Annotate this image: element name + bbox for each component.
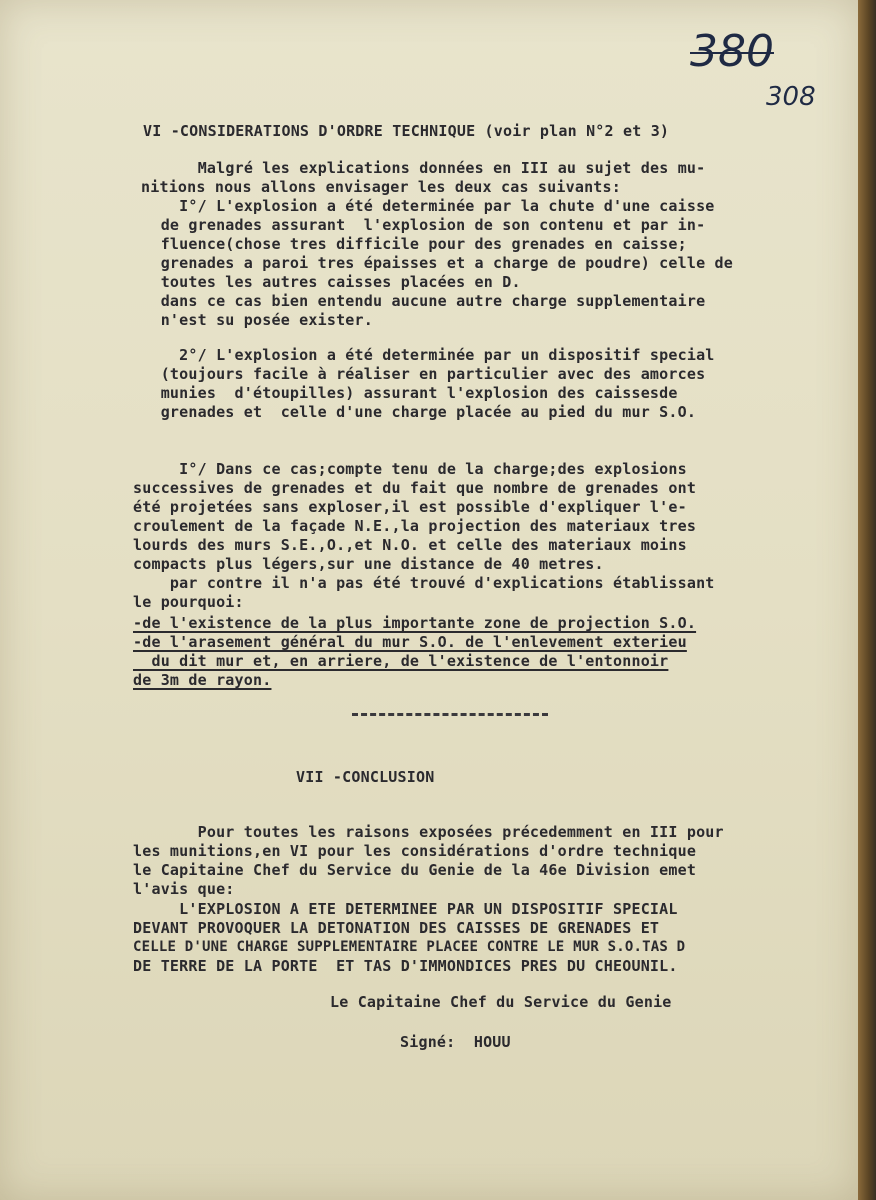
- text-line: par contre il n'a pas été trouvé d'explications établissant: [133, 574, 715, 592]
- section-7-heading: VII -CONCLUSION: [296, 768, 435, 786]
- text-line: le Capitaine Chef du Service du Genie de la 46e Division emet: [133, 861, 697, 879]
- text-line: croulement de la façade N.E.,la projection des materiaux tres: [133, 517, 697, 535]
- text-line: I°/ L'explosion a été determinée par la chute d'une caisse: [133, 197, 715, 215]
- text-line: été projetées sans exploser,il est possible d'expliquer l'e-: [133, 498, 687, 516]
- section-separator: [352, 713, 548, 716]
- text-line: de grenades assurant l'explosion de son contenu et par in-: [133, 216, 706, 234]
- text-line: Pour toutes les raisons exposées précedemment en III pour: [133, 823, 724, 841]
- text-line: les munitions,en VI pour les considérations d'ordre technique: [133, 842, 697, 860]
- text-line: Malgré les explications données en III au sujet des mu-: [170, 159, 706, 177]
- underlined-line: -de l'existence de la plus importante zone de projection S.O.: [133, 614, 697, 632]
- text-line: n'est su posée exister.: [133, 311, 373, 329]
- page-edge: [858, 0, 876, 1200]
- text-line: grenades a paroi tres épaisses et a charge de poudre) celle de: [133, 254, 733, 272]
- text-line: successives de grenades et du fait que nombre de grenades ont: [133, 479, 697, 497]
- text-line: fluence(chose tres difficile pour des grenades en caisse;: [133, 235, 687, 253]
- text-line: l'avis que:: [133, 880, 235, 898]
- text-line: I°/ Dans ce cas;compte tenu de la charge;des explosions: [133, 460, 687, 478]
- text-line: L'EXPLOSION A ETE DETERMINEE PAR UN DISPOSITIF SPECIAL: [133, 900, 678, 918]
- underlined-line: de 3m de rayon.: [133, 671, 272, 689]
- page-number: 308: [766, 82, 816, 112]
- text-line: lourds des murs S.E.,O.,et N.O. et celle des materiaux moins: [133, 536, 687, 554]
- text-line: 2°/ L'explosion a été determinée par un dispositif special: [133, 346, 715, 364]
- struck-page-number: 380: [690, 26, 774, 77]
- text-line: compacts plus légers,sur une distance de 40 metres.: [133, 555, 604, 573]
- signature: Signé: HOUU: [400, 1033, 511, 1051]
- text-line: nitions nous allons envisager les deux cas suivants:: [141, 178, 621, 196]
- text-line: toutes les autres caisses placées en D.: [133, 273, 521, 291]
- text-line: grenades et celle d'une charge placée au pied du mur S.O.: [133, 403, 697, 421]
- text-line: munies d'étoupilles) assurant l'explosion des caissesde: [133, 384, 678, 402]
- text-line: DE TERRE DE LA PORTE ET TAS D'IMMONDICES PRES DU CHEOUNIL.: [133, 957, 678, 975]
- text-line: DEVANT PROVOQUER LA DETONATION DES CAISSES DE GRENADES ET: [133, 919, 660, 937]
- text-line: (toujours facile à réaliser en particulier avec des amorces: [133, 365, 706, 383]
- section-6-heading: VI -CONSIDERATIONS D'ORDRE TECHNIQUE (voir plan N°2 et 3): [143, 122, 670, 140]
- text-line: CELLE D'UNE CHARGE SUPPLEMENTAIRE PLACEE CONTRE LE MUR S.O.TAS D: [133, 939, 686, 955]
- text-line: le pourquoi:: [133, 593, 244, 611]
- underlined-line: -de l'arasement général du mur S.O. de l'enlevement exterieu: [133, 633, 687, 651]
- text-line: dans ce cas bien entendu aucune autre charge supplementaire: [133, 292, 706, 310]
- signature-title: Le Capitaine Chef du Service du Genie: [330, 993, 672, 1011]
- underlined-line: du dit mur et, en arriere, de l'existence de l'entonnoir: [133, 652, 669, 670]
